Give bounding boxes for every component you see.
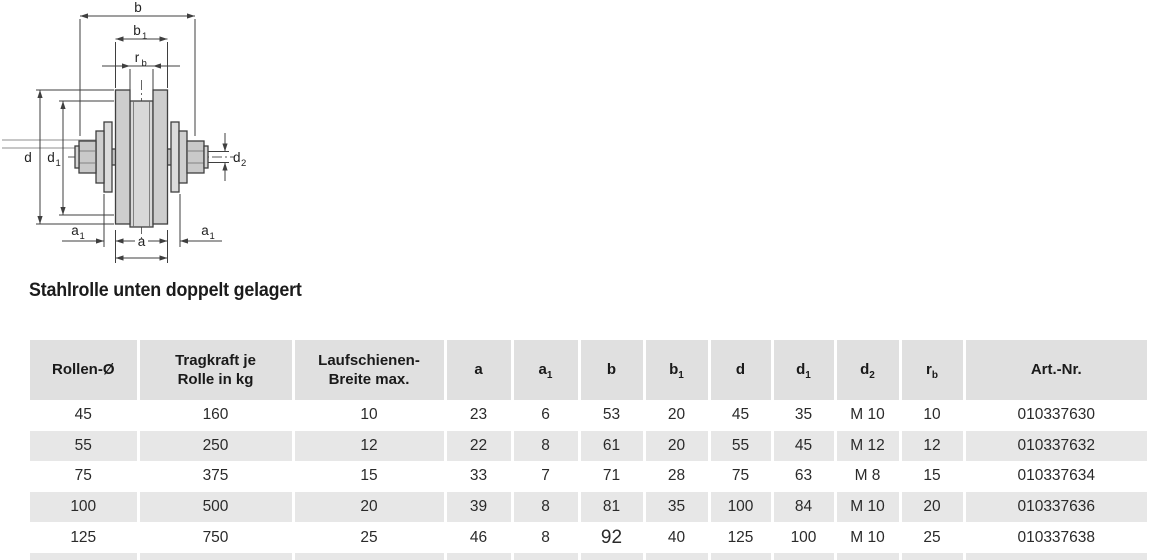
table-cell: 100	[772, 522, 835, 553]
dim-label-d2-sub: 2	[241, 158, 247, 169]
roller-technical-drawing	[2, 0, 254, 272]
table-cell: 40	[644, 522, 709, 553]
table-cell	[30, 553, 138, 560]
table-cell: 61	[579, 431, 644, 462]
column-header-6: $b_1$	[644, 340, 709, 400]
column-header-2: Laufschienen- Breite max.	[293, 340, 445, 400]
dim-label-d2: d	[233, 150, 241, 165]
table-cell: 33	[445, 461, 512, 492]
table-row	[30, 492, 1147, 523]
table-cell: 35	[772, 400, 835, 431]
table-cell: M 10	[835, 522, 900, 553]
table-cell: 22	[445, 431, 512, 462]
table-cell: 010337630	[964, 400, 1147, 431]
table-cell: M 10	[835, 492, 900, 523]
column-header-1: Tragkraft je Rolle in kg	[138, 340, 293, 400]
table-cell	[644, 553, 709, 560]
table-cell	[138, 553, 293, 560]
table-row	[30, 522, 1147, 553]
table-cell: 160	[138, 400, 293, 431]
table-row	[30, 400, 1147, 431]
table-row	[30, 431, 1147, 462]
table-row	[30, 461, 1147, 492]
column-header-9: $d_2$	[835, 340, 900, 400]
table-cell: 92	[579, 522, 644, 553]
column-header-7: d	[709, 340, 772, 400]
table-cell: 250	[138, 431, 293, 462]
table-cell: 100	[709, 492, 772, 523]
table-cell: 39	[445, 492, 512, 523]
table-cell: 10	[900, 400, 964, 431]
table-cell: M 10	[835, 400, 900, 431]
table-cell: 8	[512, 431, 579, 462]
table-cell: 46	[445, 522, 512, 553]
table-cell: 125	[709, 522, 772, 553]
table-cell: 8	[512, 492, 579, 523]
table-cell: 100	[30, 492, 138, 523]
dim-label-a1-right-sub: 1	[209, 231, 215, 242]
table-cell: 15	[293, 461, 445, 492]
table-cell: 12	[293, 431, 445, 462]
column-header-10: $r_b$	[900, 340, 964, 400]
table-cell: M 8	[835, 461, 900, 492]
table-cell: 20	[644, 431, 709, 462]
table-cell	[900, 553, 964, 560]
table-cell: 81	[579, 492, 644, 523]
dim-label-d: d	[24, 150, 32, 165]
table-cell: 71	[579, 461, 644, 492]
table-cell	[512, 553, 579, 560]
table-row-partial	[30, 553, 1147, 560]
dim-label-b: b	[134, 0, 142, 15]
column-header-11: Art.-Nr.	[964, 340, 1147, 400]
dimension-rb	[102, 50, 180, 99]
section-heading: Stahlrolle unten doppelt gelagert	[29, 280, 302, 301]
table-cell: 55	[30, 431, 138, 462]
table-cell	[579, 553, 644, 560]
table-cell: 20	[293, 492, 445, 523]
table-cell: 45	[74, 406, 92, 424]
table-cell: 53	[579, 400, 644, 431]
table-cell: 6	[512, 400, 579, 431]
column-header-0: Rollen-Ø	[30, 340, 138, 400]
table-cell: 45	[709, 400, 772, 431]
dim-label-b1-sub: 1	[142, 31, 148, 42]
table-cell: 010337636	[964, 492, 1147, 523]
table-cell: 28	[644, 461, 709, 492]
dimension-a1-left	[62, 194, 104, 247]
table-cell: 25	[293, 522, 445, 553]
spec-table-header-row	[30, 340, 1147, 400]
table-cell: 125	[70, 528, 97, 546]
dim-label-b1: b	[133, 23, 141, 38]
column-header-4: $a_1$	[512, 340, 579, 400]
dimension-a	[116, 230, 168, 263]
table-cell: 35	[644, 492, 709, 523]
dim-label-a1-left: a	[71, 223, 79, 238]
column-header-5: b	[579, 340, 644, 400]
table-cell: 010337634	[964, 461, 1147, 492]
table-cell: M 12	[835, 431, 900, 462]
table-cell	[964, 553, 1147, 560]
table-cell: 75	[74, 467, 92, 485]
table-cell: 7	[512, 461, 579, 492]
dim-label-rb: r	[134, 50, 140, 65]
table-cell: 75	[709, 461, 772, 492]
wheel	[116, 90, 168, 227]
table-cell: 10	[293, 400, 445, 431]
table-cell: 500	[138, 492, 293, 523]
table-cell	[709, 553, 772, 560]
table-cell: 8	[512, 522, 579, 553]
table-cell	[835, 553, 900, 560]
table-cell	[293, 553, 445, 560]
dim-label-a1-right: a	[201, 223, 209, 238]
table-cell	[772, 553, 835, 560]
dimension-b1	[116, 23, 168, 88]
table-cell: 25	[900, 522, 964, 553]
dim-label-a1-left-sub: 1	[79, 231, 85, 242]
table-cell: 010337632	[964, 431, 1147, 462]
table-cell: 84	[772, 492, 835, 523]
table-cell: 15	[900, 461, 964, 492]
spec-table-body	[30, 400, 1147, 560]
dim-label-a: a	[137, 234, 146, 249]
table-cell: 375	[138, 461, 293, 492]
table-cell: 12	[900, 431, 964, 462]
table-cell: 20	[644, 400, 709, 431]
spec-table	[30, 340, 1147, 560]
column-header-8: $d_1$	[772, 340, 835, 400]
dim-label-rb-sub: b	[141, 58, 147, 69]
column-header-3: a	[445, 340, 512, 400]
table-cell: 750	[138, 522, 293, 553]
table-cell: 55	[709, 431, 772, 462]
dimension-a1-right	[180, 194, 222, 247]
table-cell: 45	[772, 431, 835, 462]
table-cell: 23	[445, 400, 512, 431]
table-cell: 010337638	[964, 522, 1147, 553]
dim-label-d1: d	[47, 150, 55, 165]
table-cell: 20	[900, 492, 964, 523]
dim-label-d1-sub: 1	[55, 158, 61, 169]
table-cell: 63	[772, 461, 835, 492]
table-cell	[445, 553, 512, 560]
